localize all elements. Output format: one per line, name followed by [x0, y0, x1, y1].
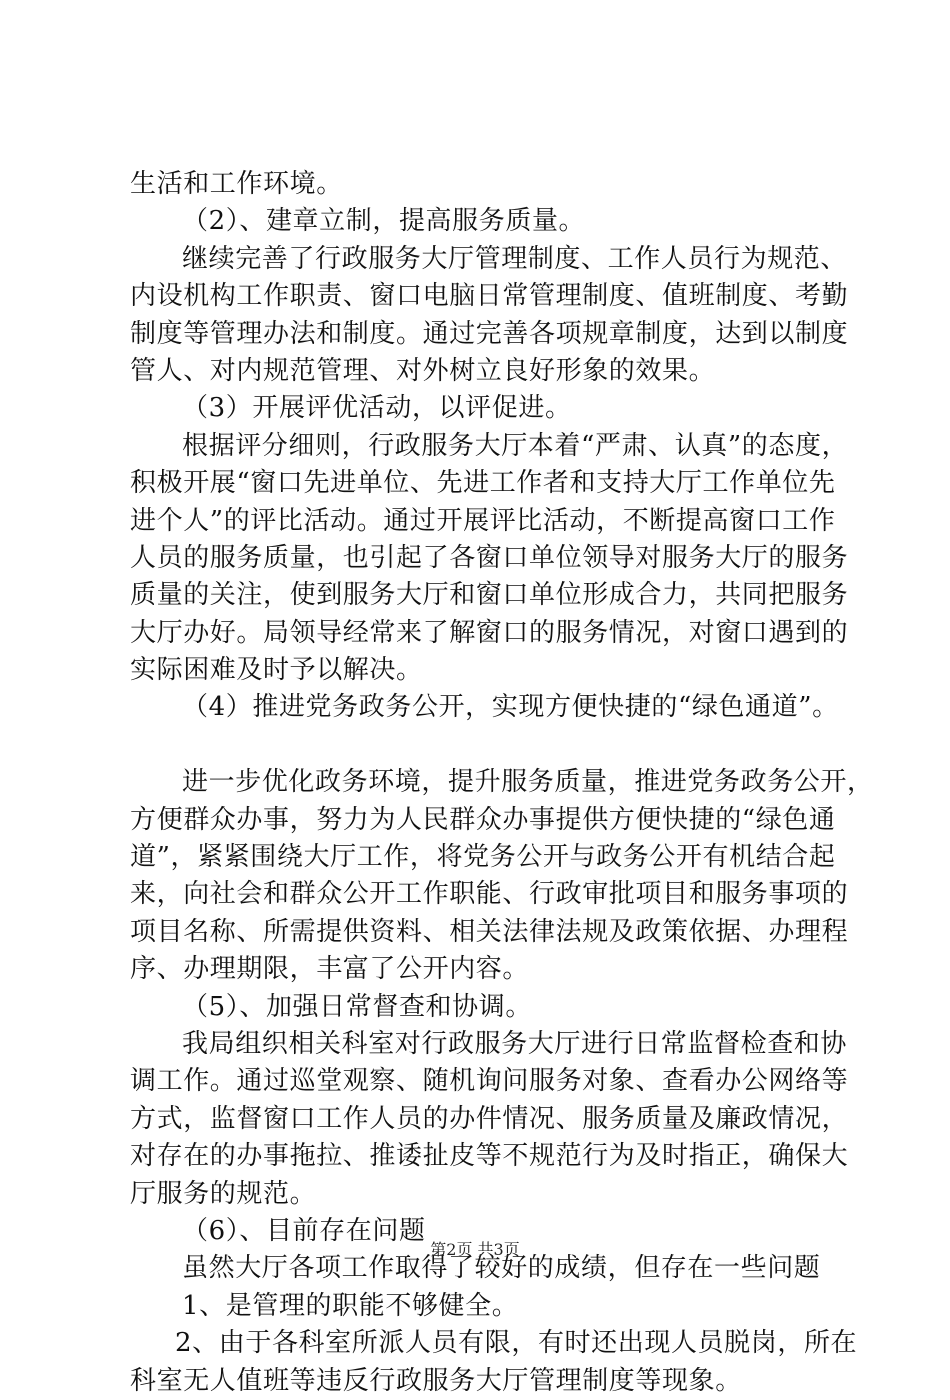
text-line: 序、办理期限，丰富了公开内容。	[130, 954, 530, 985]
text-line: 制度等管理办法和制度。通过完善各项规章制度，达到以制度	[130, 318, 849, 349]
text-line: 方便群众办事，努力为人民群众办事提供方便快捷的“绿色通	[130, 804, 836, 835]
text-line: 质量的关注，使到服务大厅和窗口单位形成合力，共同把服务	[130, 580, 849, 611]
page-footer: 第2页 共3页	[430, 1240, 520, 1259]
section-heading-5: （5）、加强日常督查和协调。	[182, 991, 532, 1022]
text-line: 道”，紧紧围绕大厅工作，将党务公开与政务公开有机结合起	[130, 842, 836, 873]
text-line: 2、由于各科室所派人员有限，有时还出现人员脱岗，所在	[175, 1328, 858, 1359]
section-heading-2: （2）、建章立制，提高服务质量。	[182, 206, 586, 237]
text-line: 科室无人值班等违反行政服务大厅管理制度等现象。	[130, 1365, 742, 1396]
document-body	[130, 166, 874, 1400]
text-line: 进一步优化政务环境，提升服务质量，推进党务政务公开，	[182, 767, 874, 798]
section-heading-3: （3）开展评优活动，以评促进。	[182, 393, 572, 424]
text-line: 生活和工作环境。	[130, 169, 343, 199]
text-line: 进个人”的评比活动。通过开展评比活动，不断提高窗口工作	[130, 505, 836, 536]
text-line: 积极开展“窗口先进单位、先进工作者和支持大厅工作单位先	[130, 468, 836, 499]
text-line: 1、是管理的职能不够健全。	[182, 1290, 519, 1321]
text-line: 项目名称、所需提供资料、相关法律法规及政策依据、办理程	[130, 916, 849, 947]
text-line: 管人、对内规范管理、对外树立良好形象的效果。	[130, 355, 716, 386]
text-line: 根据评分细则，行政服务大厅本着“严肃、认真”的态度，	[182, 430, 849, 461]
section-heading-4: （4）推进党务政务公开，实现方便快捷的“绿色通道”。	[182, 692, 839, 723]
blank-line	[130, 727, 835, 764]
text-line: 调工作。通过巡堂观察、随机询问服务对象、查看办公网络等	[130, 1066, 849, 1097]
text-line: 我局组织相关科室对行政服务大厅进行日常监督检查和协	[182, 1028, 848, 1059]
text-line: 方式，监督窗口工作人员的办件情况、服务质量及廉政情况，	[130, 1103, 849, 1134]
text-line: 大厅办好。局领导经常来了解窗口的服务情况，对窗口遇到的	[130, 617, 849, 648]
text-line: 继续完善了行政服务大厅管理制度、工作人员行为规范、	[182, 243, 848, 274]
section-heading-6: （6）、目前存在问题	[182, 1215, 426, 1246]
text-line: 实际困难及时予以解决。	[130, 655, 423, 686]
text-line: 虽然大厅各项工作取得了较好的成绩，但存在一些问题	[182, 1253, 821, 1284]
text-line: 内设机构工作职责、窗口电脑日常管理制度、值班制度、考勤	[130, 281, 849, 312]
text-line: 厅服务的规范。	[130, 1178, 317, 1209]
text-line: 来，向社会和群众公开工作职能、行政审批项目和服务事项的	[130, 879, 849, 910]
text-line: 对存在的办事拖拉、推诿扯皮等不规范行为及时指正，确保大	[130, 1141, 849, 1172]
text-line: 人员的服务质量，也引起了各窗口单位领导对服务大厅的服务	[130, 542, 849, 573]
